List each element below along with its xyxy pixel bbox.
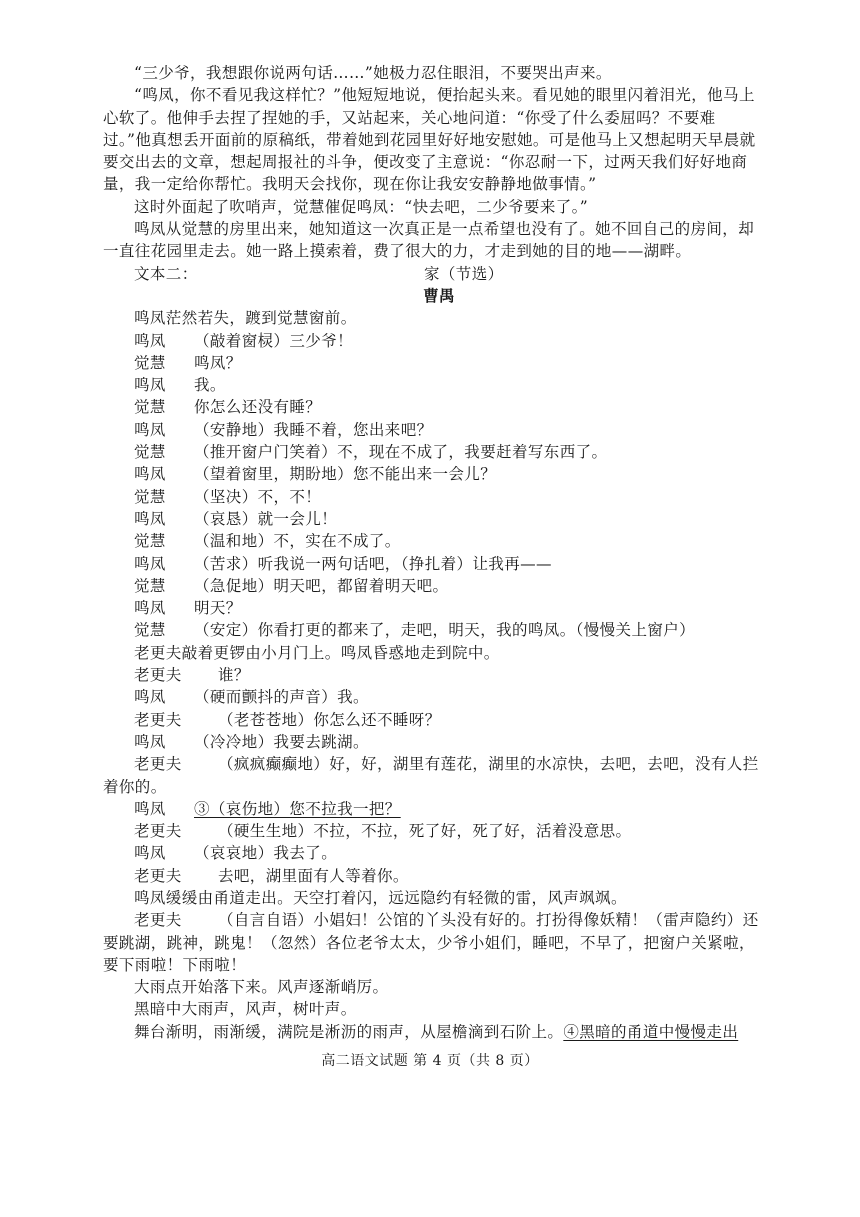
dialogue-line (103, 664, 763, 686)
dialogue-text: （老苍苍地）你怎么还不睡呀？ (218, 710, 441, 729)
dialogue-text: 明天？ (194, 599, 242, 618)
speaker: 老更夫 (134, 866, 182, 885)
dialogue-text: 鸣凤？ (194, 353, 242, 372)
speaker: 觉慧 (134, 532, 166, 551)
speaker: 鸣凤 (134, 844, 166, 863)
dialogue-text: （哀哀地）我去了。 (194, 844, 338, 863)
dialogue-line (103, 619, 763, 641)
dialogue-line-q3 (103, 798, 763, 820)
speaker: 鸣凤 (134, 465, 166, 484)
stage-text: 舞台渐明，雨渐缓，满院是淅沥的雨声，从屋檐滴到石阶上。 (134, 1022, 564, 1041)
dialogue-text: （推开窗户门笑着）不，现在不成了，我要赶着写东西了。 (194, 443, 608, 462)
dialogue-line-long (103, 753, 763, 775)
dialogue-text: （敲着窗棂）三少爷！ (194, 331, 354, 350)
stage-direction-last (103, 1021, 763, 1043)
dialogue-line (103, 820, 763, 842)
speaker: 老更夫 (134, 710, 182, 729)
dialogue-line (103, 731, 763, 753)
stage-direction: 鸣凤缓缓由甬道走出。天空打着闪，远远隐约有轻微的雷，风声飒飒。 (134, 888, 627, 907)
text2-author: 曹禺 (423, 285, 455, 305)
speaker: 老更夫 (134, 666, 182, 685)
text2-label: 文本二： (134, 264, 198, 283)
speaker: 老更夫 (134, 822, 182, 841)
dialogue-line (103, 865, 763, 887)
dialogue-line (103, 686, 763, 708)
speaker: 鸣凤 (134, 799, 166, 818)
dialogue-text: 你怎么还没有睡？ (194, 398, 322, 417)
stage-direction: 黑暗中大雨声，风声，树叶声。 (134, 1000, 357, 1019)
speaker: 觉慧 (134, 487, 166, 506)
dialogue-line (103, 508, 763, 530)
dialogue-text: （哀恳）就一会儿！ (194, 509, 338, 528)
dialogue-text: （苦求）听我说一两句话吧，（挣扎着）让我再—— (194, 554, 552, 573)
speaker: 鸣凤 (134, 376, 166, 395)
dialogue-text: 我。 (194, 376, 226, 395)
dialogue-line (103, 374, 763, 396)
dialogue-block-1 (103, 330, 763, 642)
dialogue-text: （望着窗里，期盼地）您不能出来一会儿？ (194, 465, 497, 484)
dialogue-line (103, 352, 763, 374)
speaker: 老更夫 (134, 911, 182, 930)
speaker: 鸣凤 (134, 554, 166, 573)
dialogue-line (103, 463, 763, 485)
underlined-line-4: ④黑暗的甬道中慢慢走出 (563, 1022, 739, 1041)
speaker: 觉慧 (134, 353, 166, 372)
dialogue-line (103, 419, 763, 441)
dialogue-line (103, 575, 763, 597)
text2-title: 家（节选） (424, 264, 504, 283)
speaker: 觉慧 (134, 398, 166, 417)
underlined-line-3: ③（哀伤地）您不拉我一把？ (194, 799, 401, 818)
speaker: 鸣凤 (134, 509, 166, 528)
passage-content (103, 62, 763, 1043)
dialogue-text: （安定）你看打更的都来了，走吧，明天，我的鸣凤。（慢慢关上窗户） (194, 621, 696, 640)
dialogue-text: （冷冷地）我要去跳湖。 (194, 732, 369, 751)
dialogue-text: （安静地）我睡不着，您出来吧？ (194, 420, 433, 439)
dialogue-line (103, 530, 763, 552)
speaker: 觉慧 (134, 621, 166, 640)
dialogue-continuation: 着你的。 (103, 777, 167, 796)
dialogue-continuation: 要跳湖，跳神，跳鬼！（忽然）各位老爷太太，少爷小姐们，睡吧，不早了，把窗户关紧啦， (103, 933, 755, 952)
paragraph: “三少爷，我想跟你说两句话……”她极力忍住眼泪，不要哭出声来。 (134, 64, 612, 82)
dialogue-line (103, 441, 763, 463)
speaker: 鸣凤 (134, 688, 166, 707)
speaker: 鸣凤 (134, 732, 166, 751)
dialogue-line-final (103, 909, 763, 931)
dialogue-text: （疯疯癫癫地）好，好，湖里有莲花，湖里的水凉快，去吧，去吧，没有人拦 (218, 755, 759, 774)
dialogue-line (103, 842, 763, 864)
dialogue-line (103, 553, 763, 575)
dialogue-line (103, 486, 763, 508)
paragraph: “鸣凤，你不看见我这样忙？”他短短地说，便抬起头来。看见她的眼里闪着泪光，他马上心软了。他伸手去捏了捏她的手，又站起来，关心地问道：“你受了什么委屈吗？不要难过。”他真想丢开面前的原稿纸，带着她到花园里好好地安慰她。可是他马上又想起明天早晨就要交出去的文章，想起周报社的斗争，便改变了主意说：“你忍耐一下，过两天我们好好地商量，我一定给你帮忙。我明天会找你，现在你让我安安静静地做事情。” (103, 86, 756, 194)
dialogue-text: （急促地）明天吧，都留着明天吧。 (194, 576, 449, 595)
page-footer: 高二语文试题 第 4 页（共 8 页） (321, 1053, 539, 1069)
speaker: 鸣凤 (134, 599, 166, 618)
dialogue-continuation: 要下雨啦！下雨啦！ (103, 955, 247, 974)
speaker: 觉慧 (134, 443, 166, 462)
stage-direction: 鸣凤茫然若失，踱到觉慧窗前。 (134, 309, 357, 328)
speaker: 觉慧 (134, 576, 166, 595)
dialogue-text: （硬生生地）不拉，不拉，死了好，死了好，活着没意思。 (218, 822, 632, 841)
speaker: 老更夫 (134, 755, 182, 774)
dialogue-line (103, 330, 763, 352)
stage-direction: 大雨点开始落下来。风声逐渐峭厉。 (134, 978, 389, 997)
dialogue-block-3 (103, 820, 763, 887)
speaker: 鸣凤 (134, 420, 166, 439)
speaker: 鸣凤 (134, 331, 166, 350)
dialogue-text: （自言自语）小娼妇！公馆的丫头没有好的。打扮得像妖精！（雷声隐约）还 (218, 911, 759, 930)
dialogue-line (103, 396, 763, 418)
dialogue-line (103, 709, 763, 731)
dialogue-text: 谁？ (218, 666, 250, 685)
dialogue-text: （坚决）不，不！ (194, 487, 322, 506)
dialogue-text: （硬而颤抖的声音）我。 (194, 688, 369, 707)
dialogue-text: （温和地）不，实在不成了。 (194, 532, 401, 551)
stage-direction: 老更夫敲着更锣由小月门上。鸣凤昏惑地走到院中。 (134, 643, 500, 662)
dialogue-line (103, 597, 763, 619)
text2-heading (103, 263, 763, 285)
paragraph: 这时外面起了吹哨声，觉慧催促鸣凤：“快去吧，二少爷要来了。” (134, 197, 589, 216)
dialogue-block-2 (103, 664, 763, 753)
dialogue-text: 去吧，湖里面有人等着你。 (218, 866, 409, 885)
paragraph: 鸣凤从觉慧的房里出来，她知道这一次真正是一点希望也没有了。她不回自己的房间，却一直往花园里走去。她一路上摸索着，费了很大的力，才走到她的目的地——湖畔。 (103, 220, 755, 261)
